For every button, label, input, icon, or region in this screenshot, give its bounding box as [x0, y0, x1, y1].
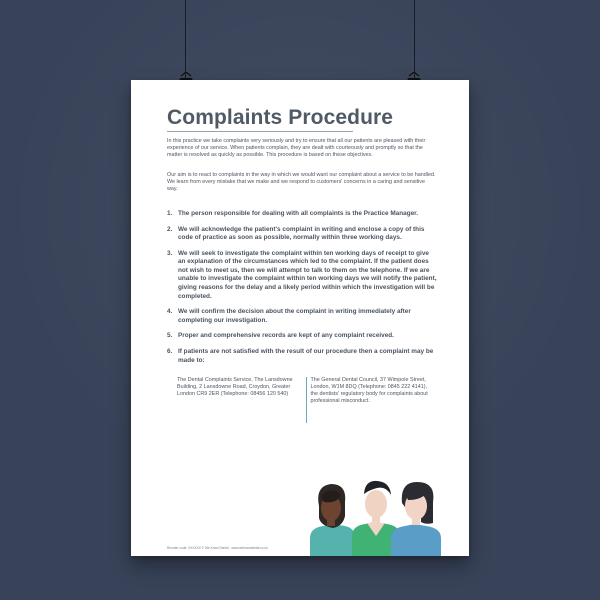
- procedure-item-text: Proper and comprehensive records are kept of any complaint received.: [178, 332, 394, 340]
- procedure-item-text: If patients are not satisfied with the result of our procedure then a complaint may be made to:: [178, 347, 434, 364]
- procedure-item-number: 2.: [167, 225, 173, 233]
- procedure-item-number: 1.: [167, 210, 173, 217]
- title-divider: [167, 131, 353, 132]
- general-dental-council-contact: The General Dental Council, 37 Wimpole Street, London, W1M 8DQ (Telephone: 0845 222 4141), the dentists' regulatory body for complaints about professional misconduct.: [306, 377, 440, 423]
- intro-paragraph-1: In this practice we take complaints very seriously and try to ensure that all our patients are pleased with their experience of our service. When patients complain, they are dealt with courteously and promptly so that the matter is resolved as quickly as possible. This procedure is based on these objectives.: [167, 138, 426, 159]
- dental-complaints-service-contact: The Dental Complaints Service, The Lansdowne Building, 2 Lansdowne Road, Croydon, Greater London CR9 2ER (Telephone: 08456 120 540): [177, 377, 293, 398]
- complaints-poster: [131, 80, 469, 556]
- procedure-item-text: The person responsible for dealing with all complaints is the Practice Manager.: [178, 210, 419, 217]
- right-hanging-string: [414, 0, 415, 78]
- procedure-item-3: [167, 250, 437, 301]
- poster-title: Complaints Procedure: [167, 106, 394, 129]
- procedure-item-number: 5.: [167, 332, 173, 340]
- procedure-item-5: [167, 332, 437, 341]
- procedure-list: [167, 210, 437, 372]
- procedure-item-6: [167, 348, 437, 365]
- left-hanging-string: [185, 0, 186, 78]
- procedure-item-2: [167, 226, 437, 243]
- procedure-item-4: [167, 308, 437, 325]
- procedure-item-text: We will confirm the decision about the complaint in writing immediately after completing our investigation.: [178, 308, 411, 324]
- procedure-item-number: 4.: [167, 308, 173, 316]
- procedure-item-text: We will seek to investigate the complaint within ten working days of receipt to give an explanation of the circumstances which led to the complaint. If the patient does not wish to meet us, then we will attempt to talk to them on the telephone. If we are unable to investigate the complaint within ten working days we will notify the patient, giving reasons for the delay and a likely period within which the investigation will be completed.: [178, 249, 437, 300]
- procedure-item-number: 3.: [167, 249, 173, 257]
- people-illustration-icon: [307, 478, 449, 556]
- complaint-contacts: [177, 377, 439, 423]
- procedure-item-text: We will acknowledge the patient's complaint in writing and enclose a copy of this code of practice as soon as possible, normally within three working days.: [178, 225, 425, 242]
- procedure-item-1: [167, 210, 437, 219]
- procedure-item-number: 6.: [167, 347, 173, 355]
- poster-footer: Reorder code: XXXXXX © We Know Dental - www.weknowdental.co.uk: [167, 546, 268, 550]
- intro-paragraph-2: Our aim is to react to complaints in the way in which we would want our complaint about a service to be handled. We learn from every mistake that we make and we respond to customers' concerns in a caring and sensitive way.: [167, 172, 436, 193]
